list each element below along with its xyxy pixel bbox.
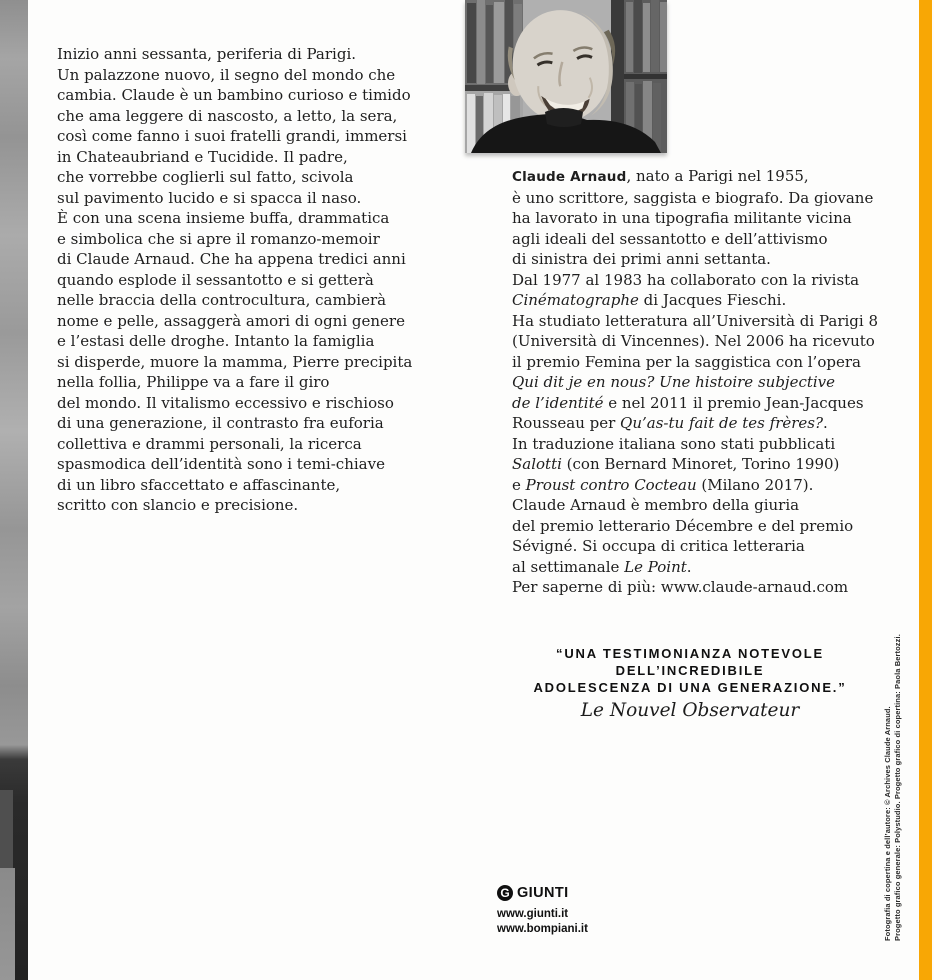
production-credits: Fotografia di copertina e dell’autore: © Archives Claude Arnaud. Progetto grafico generale: Polystudio. Progetto grafico di copertina: Paola Bertozzi. — [883, 634, 902, 941]
publisher-urls: www.giunti.it www.bompiani.it — [497, 908, 588, 935]
publisher-logo — [497, 885, 588, 901]
press-quote-source: Le Nouvel Observateur — [580, 700, 800, 721]
press-quote — [498, 645, 882, 721]
author-portrait-illustration — [465, 0, 667, 153]
synopsis-text: Inizio anni sessanta, periferia di Parigi. Un palazzone nuovo, il segno del mondo che cambia. Claude è un bambino curioso e timido che ama leggere di nascosto, a letto, la sera, così come fanno i suoi fratelli grandi, immersi in Chateaubriand e Tucidide. Il padre, che vorrebbe coglierli sul fatto, scivola sul pavimento lucido e si spacca il naso. È con una scena insieme buffa, drammatica e simbolica che si apre il romanzo-memoir di Claude Arnaud. Che ha appena tredici anni quando esplode il sessantotto e si getterà nelle braccia della controcultura, cambierà nome e pelle, assaggerà amori di ogni genere e l’estasi delle droghe. Intanto la famiglia si disperde, muore la mamma, Pierre precipita nella follia, Philippe va a fare il giro del mondo. Il vitalismo eccessivo e rischioso di una generazione, il contrasto fra euforia collettiva e drammi personali, la ricerca spasmodica dell’identità sono i temi-chiave di un libro sfaccettato e affascinante, scritto con slancio e precisione. — [57, 45, 413, 514]
spine-accent-stripe — [919, 0, 932, 980]
publisher-block — [497, 885, 588, 937]
cover-edge-highlight — [0, 868, 15, 980]
author-photo — [465, 0, 667, 153]
author-bio-text: Claude Arnaud, nato a Parigi nel 1955, è uno scrittore, saggista e biografo. Da giovane ha lavorato in una tipografia militante vicina agli ideali del sessantotto e dell’attivismo di sinistra dei primi anni settanta. Dal 1977 al 1983 ha collaborato con la rivista Cinématographe di Jacques Fieschi. Ha studiato letteratura all’Università di Parigi 8 (Università di Vincennes). Nel 2006 ha ricevuto il premio Femina per la saggistica con l’opera Qui dit je en nous? Une histoire subjective de l’identité e nel 2011 il premio Jean-Jacques Rousseau per Qu’as-tu fait de tes frères?. In traduzione italiana sono stati pubblicati Salotti (con Bernard Minoret, Torino 1990) e Proust contro Cocteau (Milano 2017). Claude Arnaud è membro della giuria del premio letterario Décembre e del premio Sévigné. Si occupa di critica letteraria al settimanale Le Point. Per saperne di più: www.claude-arnaud.com — [512, 167, 879, 596]
press-quote-lines: “UNA TESTIMONIANZA NOTEVOLE DELL’INCREDIBILE ADOLESCENZA DI UNA GENERAZIONE.” — [533, 646, 847, 695]
publisher-name: GIUNTI — [517, 885, 569, 901]
cover-edge-strip — [0, 0, 28, 980]
giunti-logo-icon: G — [497, 885, 513, 901]
